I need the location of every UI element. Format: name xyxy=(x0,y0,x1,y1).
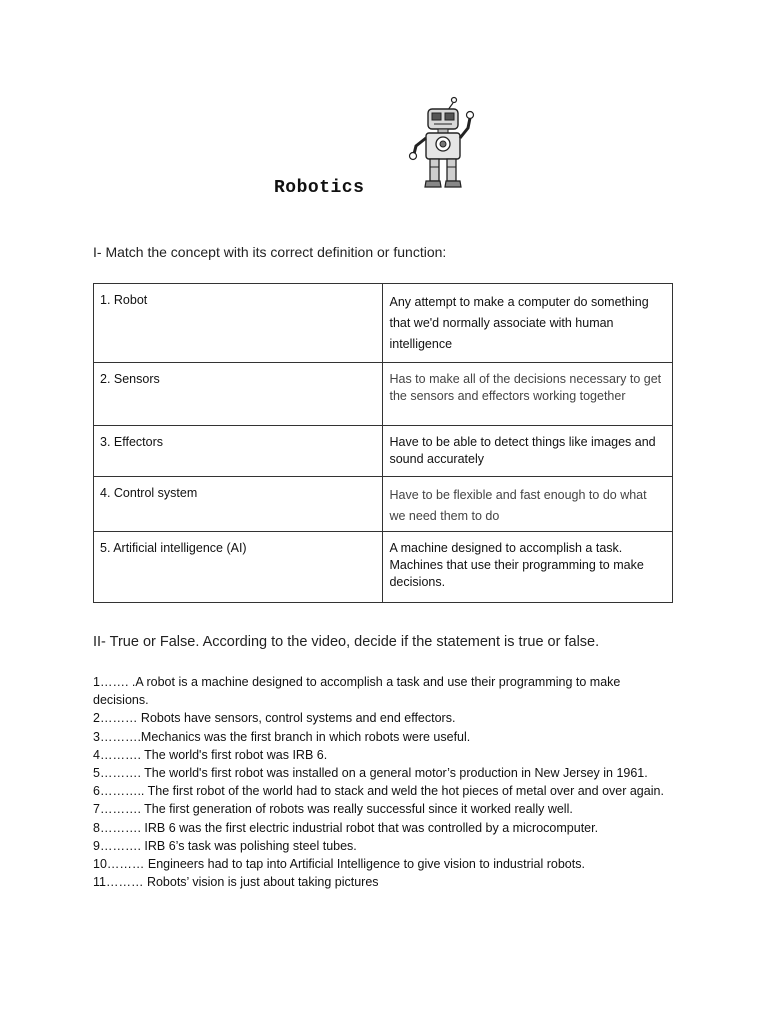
section-2-heading: II- True or False. According to the video, decide if the statement is true or false. xyxy=(93,634,600,650)
concept-cell: 5. Artificial intelligence (AI) xyxy=(94,532,383,603)
definition-text: Any attempt to make a computer do something that we'd normally associate with human intelligence xyxy=(389,295,649,351)
concept-cell: 4. Control system xyxy=(94,477,383,532)
definition-cell: A machine designed to accomplish a task. Machines that use their programming to make decisions. xyxy=(383,532,673,603)
concept-cell: 2. Sensors xyxy=(94,363,383,426)
list-item: 3……….Mechanics was the first branch in which robots were useful. xyxy=(93,729,471,744)
list-item: 4………. The world's first robot was IRB 6. xyxy=(93,747,328,762)
document-title: Robotics xyxy=(274,178,365,198)
list-item: 7………. The first generation of robots was really successful since it worked really well. xyxy=(93,802,573,817)
list-item: 6……….. The first robot of the world had to stack and weld the hot pieces of metal over and over again. xyxy=(93,784,664,799)
list-item: 1……. .A robot is a machine designed to accomplish a task and use their programming to make decisions. xyxy=(93,675,621,708)
list-item: 9………. IRB 6’s task was polishing steel tubes. xyxy=(93,838,357,853)
definition-text: Have to be flexible and fast enough to do what we need them to do xyxy=(389,488,647,523)
concept-cell: 1. Robot xyxy=(94,284,383,363)
section-1-heading: I- Match the concept with its correct definition or function: xyxy=(93,244,447,260)
definition-cell xyxy=(383,284,673,363)
definition-cell: Has to make all of the decisions necessary to get the sensors and effectors working together xyxy=(383,363,673,426)
list-item: 5………. The world's first robot was installed on a general motor’s production in New Jersey in 1961. xyxy=(93,766,648,781)
table-row xyxy=(94,363,673,426)
table-row xyxy=(94,426,673,477)
table-row xyxy=(94,477,673,532)
concept-cell: 3. Effectors xyxy=(94,426,383,477)
matching-table xyxy=(93,283,673,603)
definition-cell: Have to be able to detect things like images and sound accurately xyxy=(383,426,673,477)
true-false-list xyxy=(93,673,673,891)
list-item: 11……… Robots’ vision is just about taking pictures xyxy=(93,875,379,890)
list-item: 2……… Robots have sensors, control systems and end effectors. xyxy=(93,711,456,726)
robot-illustration xyxy=(404,94,478,194)
list-item: 10……… Engineers had to tap into Artificial Intelligence to give vision to industrial robots. xyxy=(93,857,585,872)
list-item: 8………. IRB 6 was the first electric industrial robot that was controlled by a microcomputer. xyxy=(93,820,599,835)
definition-cell xyxy=(383,477,673,532)
table-row xyxy=(94,532,673,603)
table-row xyxy=(94,284,673,363)
